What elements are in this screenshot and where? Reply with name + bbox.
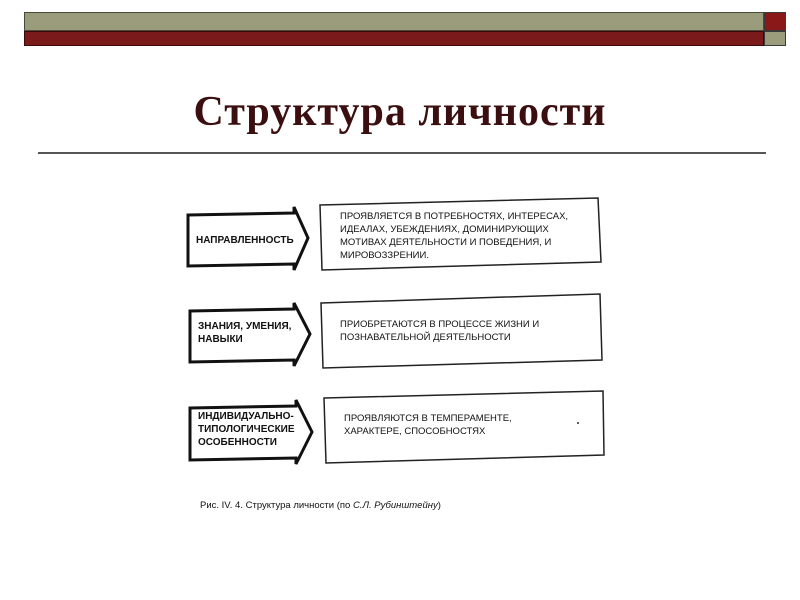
slide-title: Структура личности — [193, 89, 607, 135]
caption-suffix: ) — [437, 500, 441, 511]
caption-prefix: Рис. IV. 4. Структура личности (по — [200, 500, 353, 511]
row-description-3: ПРОЯВЛЯЮТСЯ В ТЕМПЕРАМЕНТЕ, ХАРАКТЕРЕ, СПОСОБНОСТЯХ — [344, 413, 512, 437]
row-description-1: ПРОЯВЛЯЕТСЯ В ПОТРЕБНОСТЯХ, ИНТЕРЕСАХ, ИДЕАЛАХ, УБЕЖДЕНИЯХ, ДОМИНИРУЮЩИХ МОТИВАХ ДЕЯТЕЛЬНОСТИ И ПОВЕДЕНИЯ, И МИРОВОЗЗРЕНИИ. — [340, 211, 569, 261]
row-label-2: ЗНАНИЯ, УМЕНИЯ, НАВЫКИ — [198, 321, 292, 345]
row-description-2: ПРИОБРЕТАЮТСЯ В ПРОЦЕССЕ ЖИЗНИ И ПОЗНАВАТЕЛЬНОЙ ДЕЯТЕЛЬНОСТИ — [340, 319, 540, 343]
caption-author: С.Л. Рубинштейну — [352, 500, 438, 511]
row-label-1: НАПРАВЛЕННОСТЬ — [196, 235, 294, 246]
figure-caption — [200, 500, 441, 511]
row-label-3: ИНДИВИДУАЛЬНО-ТИПОЛОГИЧЕСКИЕ ОСОБЕННОСТИ — [198, 411, 295, 448]
